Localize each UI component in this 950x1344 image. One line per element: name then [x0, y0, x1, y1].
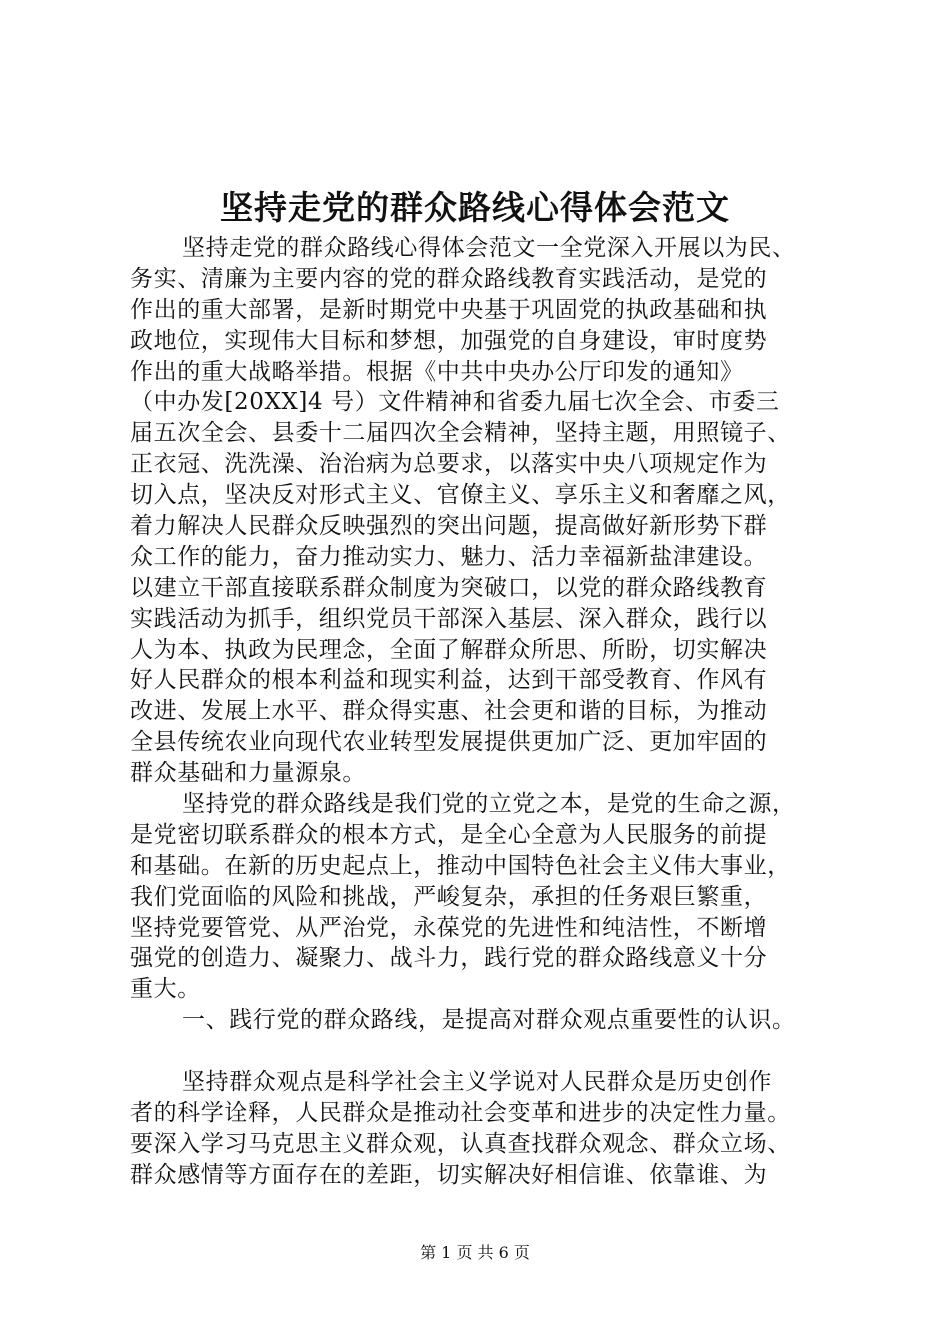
- body-line: 群众基础和力量源泉。: [130, 760, 366, 787]
- body-line: 一、践行党的群众路线，是提高对群众观点重要性的认识。: [182, 1007, 796, 1034]
- body-line: 政地位，实现伟大目标和梦想，加强党的自身建设，审时度势: [130, 327, 768, 354]
- body-line: 实践活动为抓手，组织党员干部深入基层、深入群众，践行以: [130, 605, 768, 632]
- body-line: 全县传统农业向现代农业转型发展提供更加广泛、更加牢固的: [130, 729, 768, 756]
- document-body: [130, 233, 845, 1191]
- body-line: 者的科学诠释，人民群众是推动社会变革和进步的决定性力量。: [130, 1099, 791, 1126]
- body-line: 和基础。在新的历史起点上，推动中国特色社会主义伟大事业，: [130, 852, 791, 879]
- body-line: 作出的重大战略举措。根据《中共中央办公厅印发的通知》: [130, 358, 744, 385]
- document-title: 坚持走党的群众路线心得体会范文: [220, 188, 730, 227]
- body-line: 着力解决人民群众反映强烈的突出问题，提高做好新形势下群: [130, 513, 768, 540]
- body-line: 务实、清廉为主要内容的党的群众路线教育实践活动，是党的: [130, 265, 768, 292]
- body-line: 坚持群众观点是科学社会主义学说对人民群众是历史创作: [182, 1069, 772, 1096]
- body-line: 群众感情等方面存在的差距，切实解决好相信谁、依靠谁、为: [130, 1161, 768, 1188]
- body-line: 我们党面临的风险和挑战，严峻复杂，承担的任务艰巨繁重，: [130, 883, 768, 910]
- body-line: 坚持党要管党、从严治党，永葆党的先进性和纯洁性，不断增: [130, 914, 768, 941]
- body-line: 作出的重大部署，是新时期党中央基于巩固党的执政基础和执: [130, 296, 768, 323]
- body-line: 是党密切联系群众的根本方式，是全心全意为人民服务的前提: [130, 821, 768, 848]
- body-line: 人为本、执政为民理念，全面了解群众所思、所盼，切实解决: [130, 636, 768, 663]
- body-line: 坚持走党的群众路线心得体会范文一全党深入开展以为民、: [182, 235, 796, 261]
- body-line: 众工作的能力，奋力推动实力、魅力、活力幸福新盐津建设。: [130, 543, 768, 570]
- page-indicator: 第 1 页 共 6 页: [420, 1243, 530, 1262]
- body-line: 正衣冠、洗洗澡、治治病为总要求，以落实中央八项规定作为: [130, 451, 768, 478]
- body-line: [130, 1036, 845, 1067]
- body-line: 强党的创造力、凝聚力、战斗力，践行党的群众路线意义十分: [130, 945, 768, 972]
- body-line: 要深入学习马克思主义群众观，认真查找群众观念、群众立场、: [130, 1130, 791, 1157]
- body-line: 以建立干部直接联系群众制度为突破口，以党的群众路线教育: [130, 574, 768, 601]
- body-line: （中办发[20XX]4 号）文件精神和省委九届七次全会、市委三: [130, 389, 780, 416]
- body-line: 坚持党的群众路线是我们党的立党之本，是党的生命之源，: [182, 791, 796, 818]
- body-line: 切入点，坚决反对形式主义、官僚主义、享乐主义和奢靡之风，: [130, 482, 791, 509]
- body-line: 重大。: [130, 976, 201, 1003]
- body-line: 改进、发展上水平、群众得实惠、社会更和谐的目标，为推动: [130, 698, 768, 725]
- body-line: 好人民群众的根本利益和现实利益，达到干部受教育、作风有: [130, 667, 768, 694]
- body-line: 届五次全会、县委十二届四次全会精神，坚持主题，用照镜子、: [130, 420, 791, 447]
